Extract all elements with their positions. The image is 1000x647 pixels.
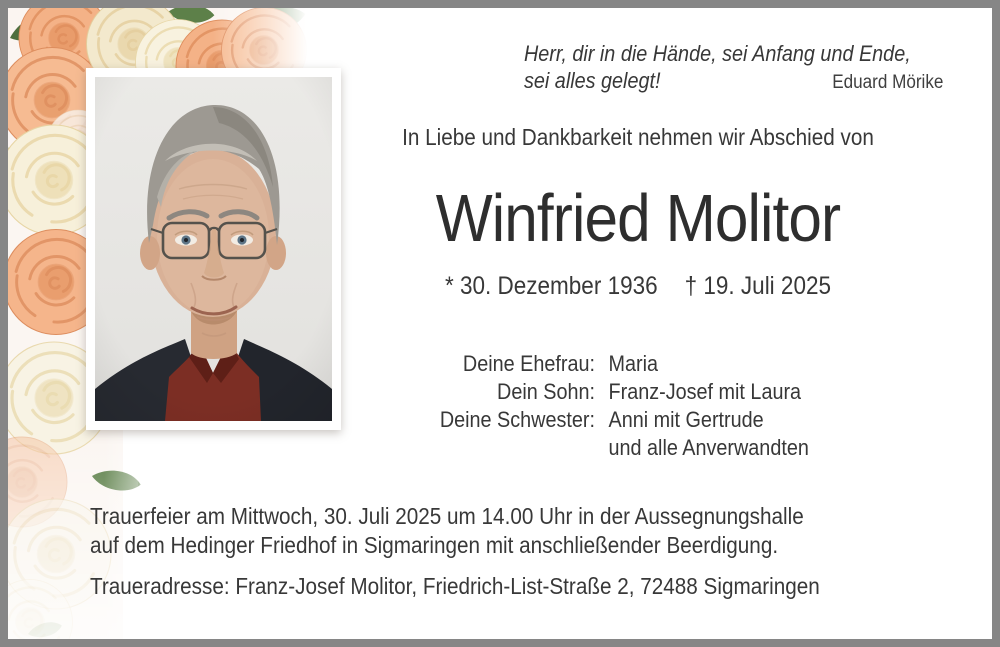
family-value: und alle Anverwandten	[608, 435, 809, 460]
family-label: Deine Ehefrau:	[462, 351, 595, 376]
quote-attribution: Eduard Mörike	[832, 72, 944, 93]
intro-line: In Liebe und Dankbarkeit nehmen wir Abschied von	[402, 124, 874, 150]
family-value: Franz-Josef mit Laura	[608, 379, 802, 404]
portrait-photo	[95, 77, 332, 421]
family-value: Maria	[608, 351, 659, 376]
life-dates	[323, 272, 953, 301]
deceased-name: Winfried Molitor	[435, 181, 841, 256]
family-label: Deine Schwester:	[439, 407, 595, 432]
quote-line2: sei alles gelegt!	[524, 68, 661, 93]
portrait-frame	[86, 68, 341, 430]
service-line2: auf dem Hedinger Friedhof in Sigmaringen mit anschließender Beerdigung.	[90, 531, 779, 558]
death-date: † 19. Juli 2025	[684, 272, 831, 300]
birth-date: * 30. Dezember 1936	[444, 272, 658, 300]
service-paragraph	[90, 502, 804, 559]
family-label: Dein Sohn:	[497, 379, 595, 404]
family-label	[370, 434, 595, 462]
quote-line1: Herr, dir in die Hände, sei Anfang und Ende,	[524, 41, 911, 66]
family-value: Anni mit Gertrude	[608, 407, 764, 432]
address-line: Traueradresse: Franz-Josef Molitor, Friedrich-List-Straße 2, 72488 Sigmaringen	[90, 573, 820, 599]
service-line1: Trauerfeier am Mittwoch, 30. Juli 2025 um 14.00 Uhr in der Aussegnungshalle	[90, 503, 804, 529]
quote-block	[524, 40, 943, 96]
family-list	[370, 350, 809, 462]
